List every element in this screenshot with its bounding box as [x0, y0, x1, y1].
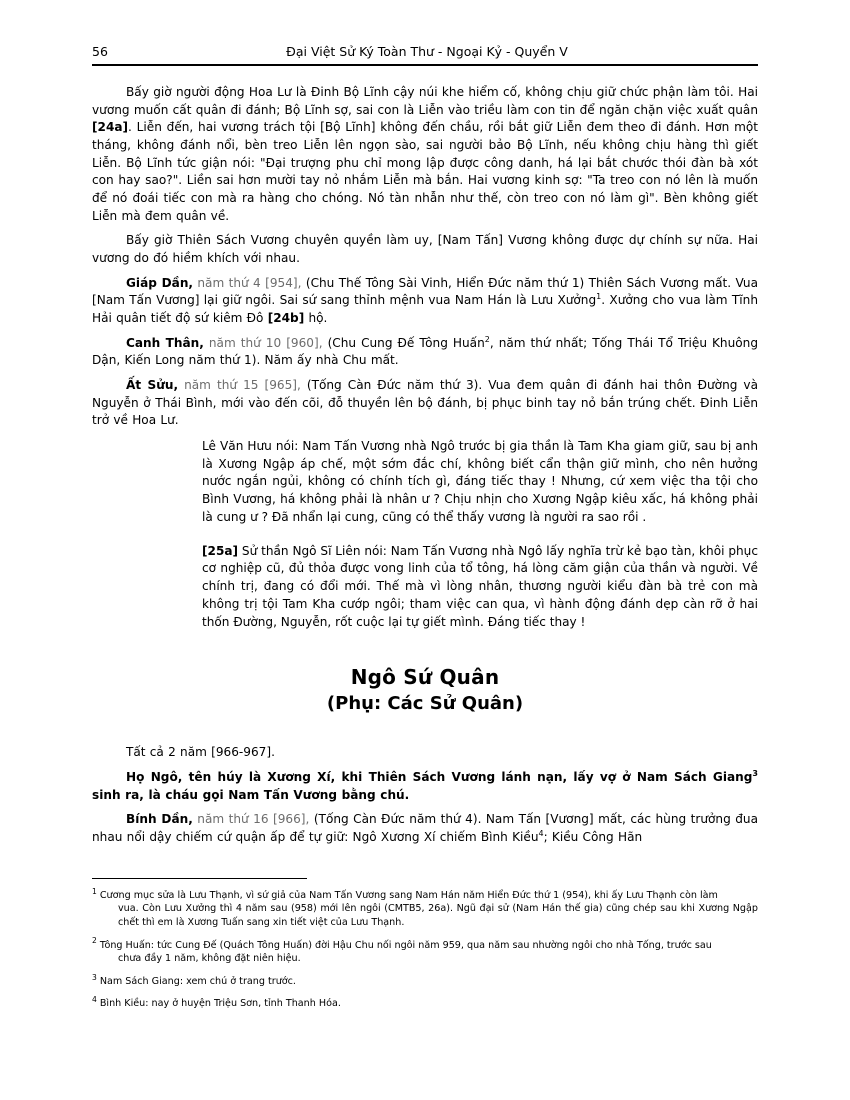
- footnote-4-text: Bình Kiều: nay ở huyện Triệu Sơn, tỉnh Thanh Hóa.: [99, 998, 341, 1010]
- paragraph-5-text: (Tống Càn Đức năm thứ 3). Vua đem quân đi đánh hai thôn Đường và Nguyễn ở Thái Bình, mới vào đến cõi, đỗ thuyền lên bộ đánh, bị phục binh tay nỏ bắn trúng chết. Đinh Liễn trở về Hoa Lư.: [92, 377, 758, 428]
- footnote-1-text-cont: vua. Còn Lưu Xưởng thì 4 năm sau (958) mới lên ngôi (CMTB5, 26a). Ngũ đại sử (Nam Hán thế gia) cũng chép sau khi Xương Ngập chết thì em là Xương Tuấn sang xin tiết việt của Lưu Thạnh.: [118, 903, 758, 928]
- footnote-1: [92, 886, 758, 930]
- paragraph-8-text-a: (Tống Càn Đức năm thứ 4). Nam Tấn [Vương] mất, các hùng trưởng đua nhau nổi dậy chiếm cứ quận ấp để tự giữ: Ngô Xương Xí chiếm Bình Kiều: [92, 812, 758, 845]
- commentary-le-van-huu: Lê Văn Hưu nói: Nam Tấn Vương nhà Ngô trước bị gia thần là Tam Kha giam giữ, sau bị anh là Xương Ngập áp chế, một sớm đắc chí, không biết cẩn thận giữ mình, cho nên hưởng nước ngắn ngủi, không có chính tích gì, đáng tiếc thay ! Nhưng, cứ xem việc tha tội cho Bình Vương, há không phải là nhân ư ? Chịu nhịn cho Xương Ngập kiêu xấc, há không phải là cung ư ? Đã nhẩn lại cung, cũng có thể thấy vương là người ra sao rồi .: [202, 438, 758, 524]
- folio-marker-24a: [24a]: [92, 120, 129, 135]
- section-subtitle: (Phụ: Các Sử Quân): [326, 693, 524, 715]
- paragraph-8-text-b: ; Kiều Công Hãn: [543, 830, 643, 845]
- paragraph-7-text-a: Họ Ngô, tên húy là Xương Xí, khi Thiên Sách Vương lánh nạn, lấy vợ ở Nam Sách Giang: [126, 770, 753, 785]
- commentary-ngo-si-lien: [92, 543, 758, 632]
- paragraph-3-text-c: hộ.: [304, 310, 328, 325]
- paragraph-5: [92, 377, 758, 430]
- footnote-ref-2[interactable]: 2: [484, 334, 490, 344]
- paragraph-6: Tất cả 2 năm [966-967].: [126, 745, 275, 760]
- header-divider: [92, 64, 758, 66]
- paragraph-1: [92, 84, 758, 225]
- footnote-area: [92, 878, 758, 1020]
- year-label-binh-dan: Bính Dần,: [126, 812, 193, 827]
- footnote-4-number: 4: [92, 995, 97, 1005]
- footnote-ref-1[interactable]: 1: [596, 292, 602, 302]
- paragraph-7: [92, 769, 758, 804]
- footnote-2-text: Tông Huấn: tức Cung Đế (Quách Tông Huấn) đời Hậu Chu nối ngôi năm 959, qua năm sau nhường ngôi cho nhà Tống, trước sau: [99, 939, 712, 951]
- footnote-divider: [92, 878, 307, 879]
- paragraph-2: Bấy giờ Thiên Sách Vương chuyên quyền làm uy, [Nam Tấn] Vương không được dự chính sự nữa. Hai vương do đó hiềm khích với nhau.: [92, 233, 758, 265]
- footnote-ref-4[interactable]: 4: [538, 829, 544, 839]
- footnote-2-number: 2: [92, 936, 97, 946]
- footnote-1-text: Cương mục sửa là Lưu Thạnh, vì sứ giả của Nam Tấn Vương sang Nam Hán năm Hiển Đức thứ 1 (954), khi ấy Lưu Thạnh còn làm: [99, 889, 718, 901]
- footnote-2: [92, 936, 758, 966]
- footnote-3-number: 3: [92, 972, 97, 982]
- footnote-1-number: 1: [92, 886, 97, 896]
- footnote-3-text: Nam Sách Giang: xem chú ở trang trước.: [99, 975, 296, 987]
- paragraph-3-text-a: (Chu Thế Tông Sài Vinh, Hiển Đức năm thứ 1) Thiên Sách Vương mất. Vua [Nam Tấn Vương] lại giữ ngôi. Sai sứ sang thỉnh mệnh vua Nam Hán là Lưu Xưởng: [92, 275, 758, 308]
- footnote-2-text-cont: chưa đầy 1 năm, không đặt niên hiệu.: [118, 953, 301, 965]
- year-note-at-suu: năm thứ 15 [965],: [178, 377, 307, 392]
- year-note-binh-dan: năm thứ 16 [966],: [192, 812, 314, 827]
- page-header: [92, 44, 758, 64]
- paragraph-4: [92, 335, 758, 370]
- section-title: Ngô Sứ Quân: [350, 665, 500, 690]
- header-title: Đại Việt Sử Ký Toàn Thư - Ngoại Kỷ - Quyển V: [286, 44, 568, 59]
- year-note-canh-than: năm thứ 10 [960],: [203, 335, 328, 350]
- footnote-3: [92, 972, 758, 989]
- paragraph-4-text-b: , năm thứ nhất; Tống Thái Tổ Triệu Khuông Dận, Kiến Long năm thứ 1). Năm ấy nhà Chu mất.: [92, 335, 759, 368]
- page-number: 56: [92, 44, 108, 59]
- folio-marker-25a: [25a]: [202, 543, 239, 558]
- year-label-at-suu: Ất Sửu,: [126, 377, 179, 392]
- paragraph-8: [92, 811, 758, 846]
- year-note-giap-dan: năm thứ 4 [954],: [193, 275, 306, 290]
- paragraph-1-text-b: . Liễn đến, hai vương trách tội [Bộ Lĩnh] không đến chầu, rồi bắt giữ Liễn đem theo đi đánh. Hơn một tháng, không đánh nổi, bèn treo Liễn lên ngọn sào, sai người bảo Bộ Lĩnh, nếu không chịu hàng thì giết Liễn. Bộ Lĩnh tức giận nói: "Đại trượng phu chỉ mong lập được công danh, há lại bắt chước thói đàn bà xót con hay sao?". Liền sai hơn mười tay nỏ nhắm Liễn mà bắn. Hai vương kinh sợ: "Ta treo con nó lên là muốn để nó đoái tiếc con mà ra hàng cho chóng. Nó tàn nhẫn như thế, còn treo con nó làm gì". Bèn không giết Liễn mà đem quân về.: [92, 120, 758, 223]
- year-label-canh-than: Canh Thân,: [126, 335, 204, 350]
- paragraph-4-text-a: (Chu Cung Đế Tông Huấn: [327, 335, 485, 350]
- commentary-ngo-si-lien-text: Sử thần Ngô Sĩ Liên nói: Nam Tấn Vương nhà Ngô lấy nghĩa trừ kẻ bạo tàn, khôi phục cơ nghiệp cũ, đủ thỏa được vong linh của tổ tông, há lòng căm giận của thần và người. Về chính trị, đang có đổi mới. Thế mà vì lòng nhân, thương người kiểu đàn bà trẻ con mà không trị tội Tam Kha cướp ngôi; tham việc can qua, vì hành động đánh dẹp càn rỡ ở hai thốn Đường, Nguyễn, rốt cuộc lại tự giết mình. Đáng tiếc thay !: [202, 543, 758, 629]
- year-label-giap-dan: Giáp Dần,: [126, 275, 194, 290]
- folio-marker-24b: [24b]: [267, 310, 305, 325]
- footnote-ref-3[interactable]: 3: [752, 769, 758, 779]
- paragraph-1-text-a: Bấy giờ người động Hoa Lư là Đinh Bộ Lĩnh cậy núi khe hiểm cố, không chịu giữ chức phận làm tôi. Hai vương muốn cất quân đi đánh; Bộ Lĩnh sợ, sai con là Liễn vào triều làm con tin để ngăn chặn việc xuất quân: [92, 85, 758, 117]
- paragraph-7-text-b: sinh ra, là cháu gọi Nam Tấn Vương bằng chú.: [92, 787, 410, 802]
- footnote-4: [92, 997, 758, 1011]
- paragraph-3-text-b: . Xưởng cho vua làm Tĩnh Hải quân tiết độ sứ kiêm Đô: [92, 293, 758, 325]
- paragraph-3: [92, 275, 758, 328]
